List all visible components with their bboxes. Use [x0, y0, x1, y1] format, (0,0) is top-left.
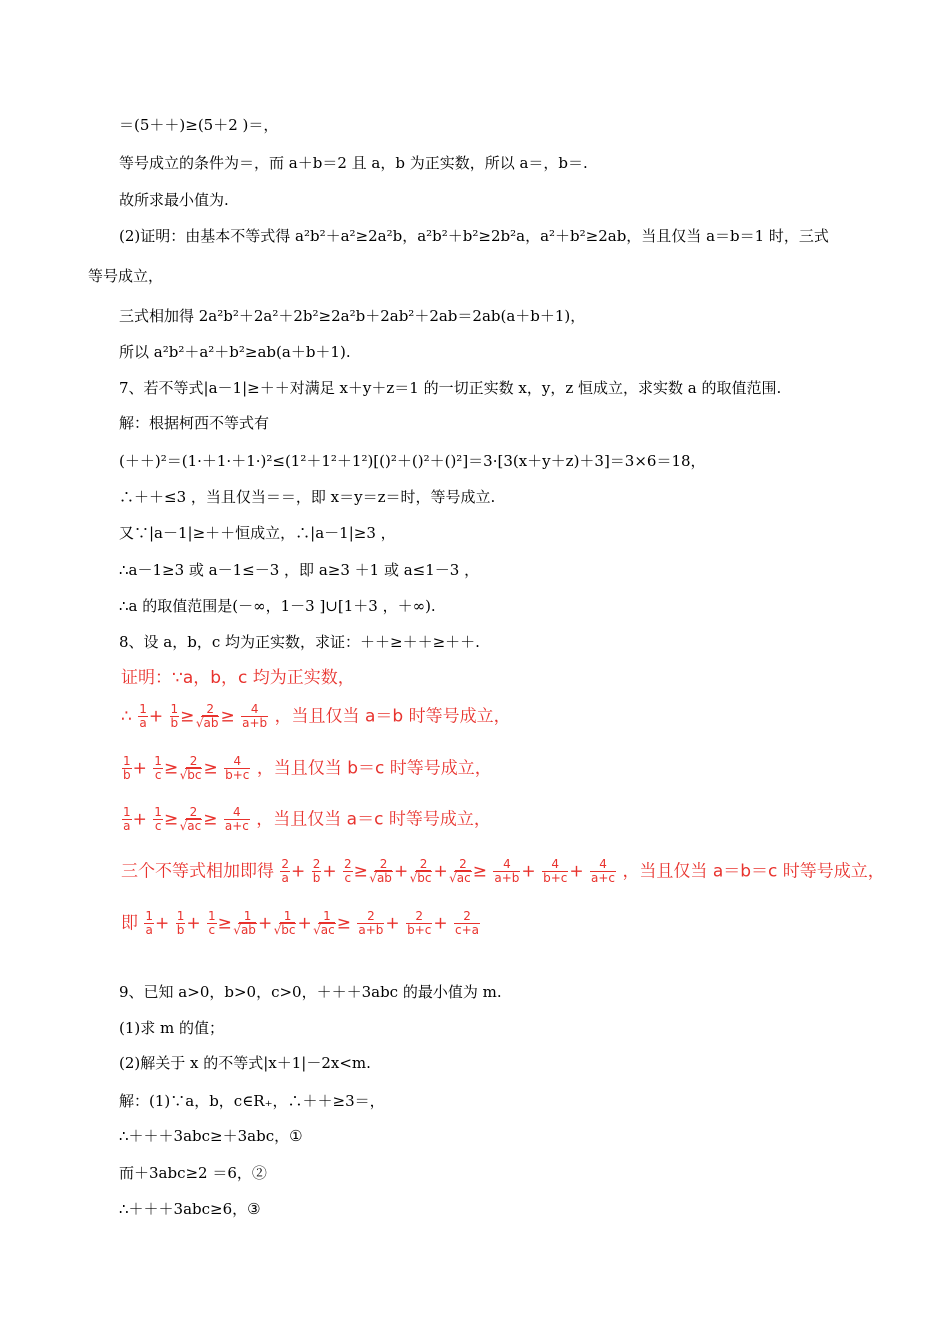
- fraction: $\frac{1}{b}$: [123, 754, 131, 782]
- fraction: $\frac{4}{a+c}$: [591, 857, 616, 885]
- text-line: (2)证明：由基本不等式得 a²b²＋a²≥2a²b，a²b²＋b²≥2b²a，a²＋b²≥2ab，当且仅当 a＝b＝1 时，三式: [119, 227, 829, 245]
- text-line: ＝(5＋＋)≥(5＋2 )＝，: [119, 116, 279, 134]
- fraction: $\frac{1}{a}$: [123, 805, 131, 833]
- fraction: $\frac{4}{b+c}$: [543, 857, 568, 885]
- fraction: 1 √ ab: [238, 910, 257, 937]
- text-line: 故所求最小值为.: [119, 191, 229, 209]
- fraction: $\frac{1}{c}$: [208, 909, 216, 937]
- fraction: $\frac{4}{a+b}$: [494, 857, 520, 885]
- text-line: 解：(1)∵a，b，c∈R₊，∴＋＋≥3＝，: [119, 1092, 385, 1110]
- fraction: $\frac{1}{c}$: [154, 754, 162, 782]
- text-line: ∴＋＋＋3abc≥6，③: [119, 1200, 261, 1218]
- fraction: $\frac{2}{c+a}$: [455, 909, 480, 937]
- text-line: 等号成立的条件为＝，而 a＋b＝2 且 a，b 为正实数，所以 a＝，b＝.: [119, 154, 588, 172]
- proof-line: $\frac{1}{a}$ + $\frac{1}{c}$ ≥ 2 √ ac ≥ $\frac{4}{a+c}$ ，当且仅当 a＝c 时等号成立，: [121, 806, 491, 833]
- proof-line: $\frac{1}{b}$ + $\frac{1}{c}$ ≥ 2 √ bc ≥ $\frac{4}{b+c}$ ，当且仅当 b＝c 时等号成立，: [121, 755, 492, 782]
- proof-line: 即 $\frac{1}{a}$ + $\frac{1}{b}$ + $\frac{1}{c}$ ≥ 1 √ ab + 1 √ bc + 1 √ ac ≥ $\frac{2}{a+b}$ + $\frac{2}{b+c}$ + $\frac{2}{c+a}$: [121, 910, 481, 937]
- text-line: 所以 a²b²＋a²＋b²≥ab(a＋b＋1).: [119, 343, 351, 361]
- question-8: 8、设 a，b，c 均为正实数，求证：＋＋≥＋＋≥＋＋.: [119, 633, 480, 651]
- fraction: 2 √ bc: [415, 858, 433, 885]
- fraction: $\frac{1}{a}$: [145, 909, 154, 937]
- fraction: $\frac{2}{c}$: [344, 857, 352, 885]
- fraction: $\frac{4}{a+b}$: [242, 702, 268, 730]
- fraction: $\frac{2}{a+b}$: [358, 909, 384, 937]
- fraction: 2 √ ac: [185, 806, 203, 833]
- question-9: 9、已知 a>0，b>0，c>0，＋＋＋3abc 的最小值为 m.: [119, 983, 502, 1001]
- fraction: $\frac{2}{a}$: [281, 857, 290, 885]
- fraction: $\frac{4}{b+c}$: [225, 754, 250, 782]
- text-line: 解：根据柯西不等式有: [119, 414, 270, 432]
- fraction: $\frac{1}{c}$: [154, 805, 162, 833]
- fraction: 2 √ bc: [185, 755, 203, 782]
- text-line: 又∵|a－1|≥＋＋恒成立，∴|a－1|≥3 ，: [119, 524, 396, 542]
- proof-line: ∴ $\frac{1}{a}$ + $\frac{1}{b}$ ≥ 2 √ ab ≥ $\frac{4}{a+b}$ ，当且仅当 a＝b 时等号成立，: [121, 703, 511, 730]
- fraction: 1 √ bc: [279, 910, 297, 937]
- fraction: $\frac{1}{b}$: [176, 909, 185, 937]
- text-line: 而＋3abc≥2 ＝6，②: [119, 1164, 267, 1182]
- text-line: 等号成立，: [88, 267, 164, 285]
- therefore-symbol: ∴: [121, 706, 132, 727]
- text-line: (＋＋)²＝(1·＋1·＋1·)²≤(1²＋1²＋1²)[()²＋()²＋()²]＝3·[3(x＋y＋z)＋3]＝3×6＝18，: [119, 452, 706, 470]
- fraction: 2 √ ab: [201, 703, 220, 730]
- fraction: 2 √ ac: [454, 858, 472, 885]
- proof-line: 证明：∵a，b，c 均为正实数，: [121, 668, 355, 688]
- fraction: $\frac{2}{b+c}$: [407, 909, 432, 937]
- proof-line: 三个不等式相加即得 $\frac{2}{a}$ + $\frac{2}{b}$ + $\frac{2}{c}$ ≥ 2 √ ab + 2 √ bc + 2 √ ac ≥ $\frac{4}{a+b}$ + $\frac{4}{b+c}$ + $\frac{4}{a+c}$ ，当且仅当 a＝b＝c 时等号成立，: [121, 858, 885, 885]
- text-line: (2)解关于 x 的不等式|x＋1|－2x<m.: [119, 1054, 371, 1072]
- text-line: ∴a－1≥3 或 a－1≤－3 ，即 a≥3 ＋1 或 a≤1－3 ，: [119, 561, 480, 579]
- question-7: 7、若不等式|a－1|≥＋＋对满足 x＋y＋z＝1 的一切正实数 x，y，z 恒成立，求实数 a 的取值范围.: [119, 379, 782, 397]
- text-line: ∴a 的取值范围是(－∞，1－3 ]∪[1＋3 ，＋∞).: [119, 597, 436, 615]
- fraction: $\frac{2}{b}$: [312, 857, 321, 885]
- text-line: 三式相加得 2a²b²＋2a²＋2b²≥2a²b＋2ab²＋2ab＝2ab(a＋b＋1)，: [119, 307, 586, 325]
- fraction: $\frac{4}{a+c}$: [224, 805, 249, 833]
- fraction: 1 √ ac: [318, 910, 336, 937]
- text-line: ∴＋＋＋3abc≥＋3abc，①: [119, 1127, 303, 1145]
- fraction: 2 √ ab: [374, 858, 393, 885]
- text-line: (1)求 m 的值；: [119, 1019, 225, 1037]
- fraction: $\frac{1}{a}$: [139, 702, 147, 730]
- fraction: $\frac{1}{b}$: [170, 702, 179, 730]
- text-line: ∴＋＋≤3 ，当且仅当＝＝，即 x＝y＝z＝时，等号成立.: [119, 488, 496, 506]
